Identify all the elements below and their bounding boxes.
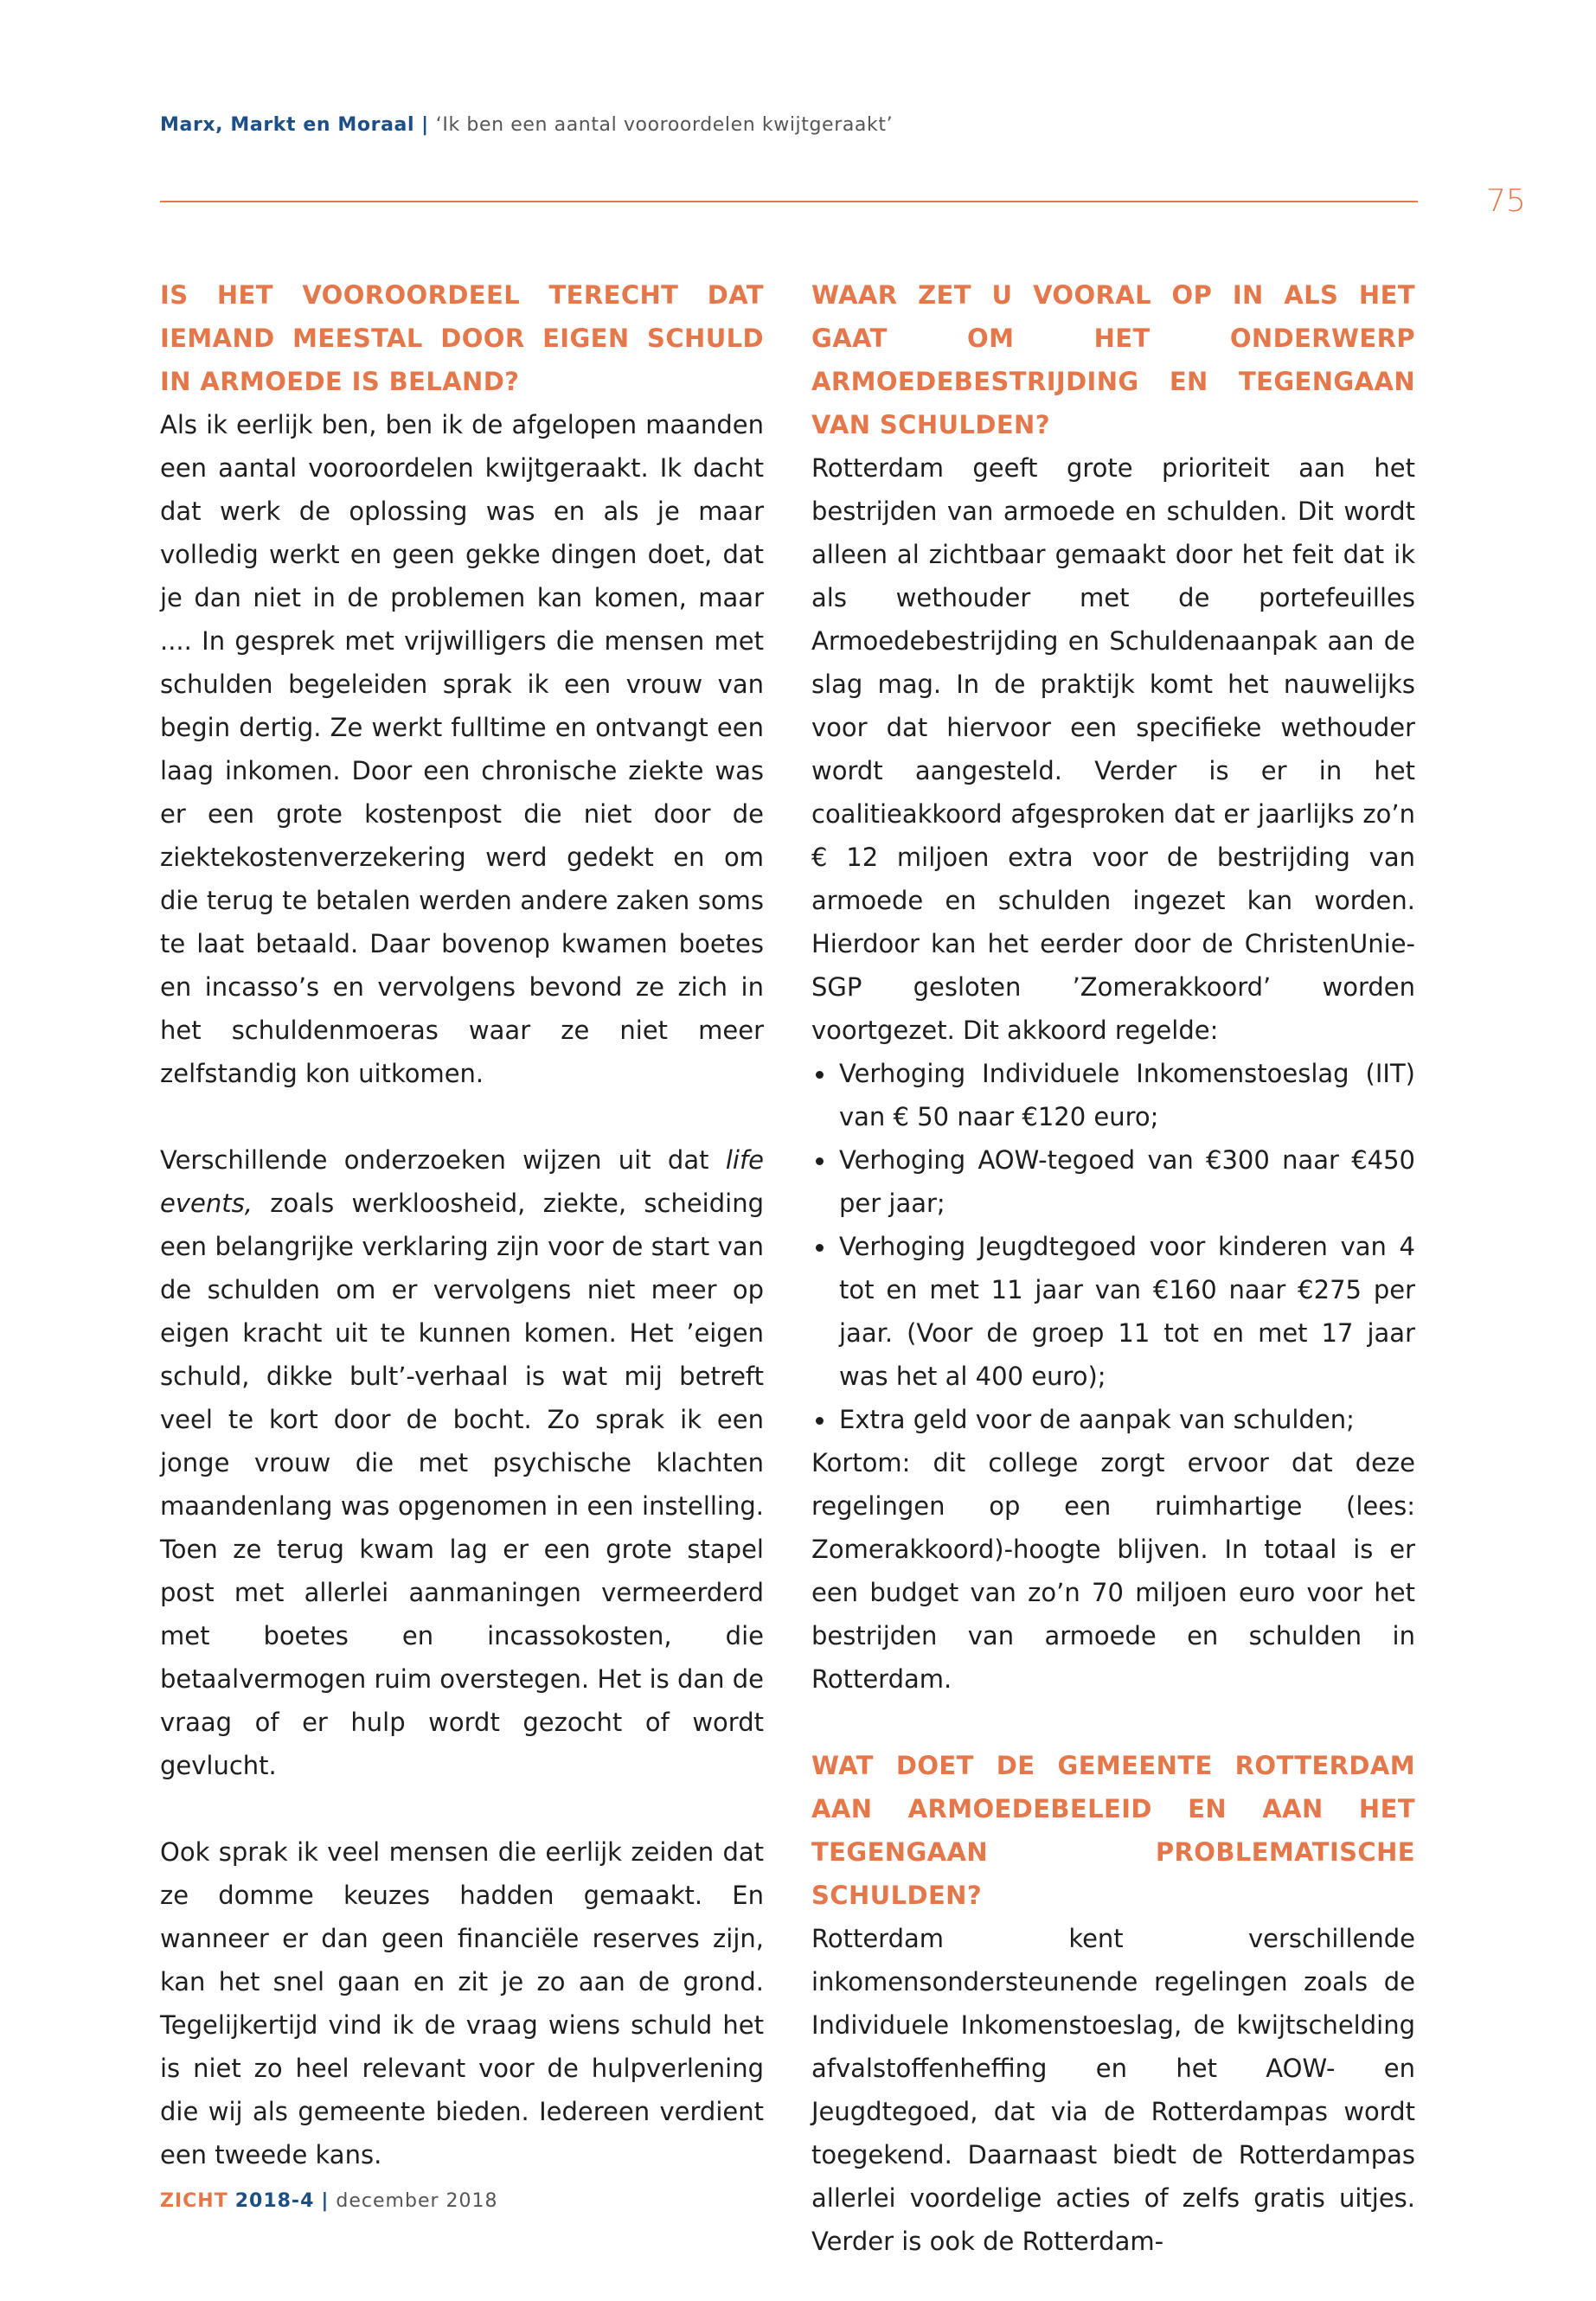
list-item: Verhoging Individuele Inkomenstoeslag (IIT) van € 50 naar €120 euro; xyxy=(811,1052,1415,1138)
question-heading-3: WAT DOET DE GEMEENTE ROTTERDAM AAN ARMOEDEBELEID EN AAN HET TEGENGAAN PROBLEMATISCHE SCHULDEN? xyxy=(811,1751,1415,1910)
paragraph-text: Verschillende onderzoeken wijzen uit dat xyxy=(160,1145,726,1175)
question-heading-1: IS HET VOOROORDEEL TERECHT DAT IEMAND MEESTAL DOOR EIGEN SCHULD IN ARMOEDE IS BELAND? xyxy=(160,280,764,396)
footer-magazine: ZICHT xyxy=(160,2190,228,2212)
article-subtitle: ‘Ik ben een aantal vooroordelen kwijtgeraakt’ xyxy=(435,114,894,136)
running-footer xyxy=(160,2190,498,2212)
paragraph-text: zoals werkloosheid, ziekte, scheiding een belangrijke verklaring zijn voor de start van de schulden om er vervolgens niet meer op eigen kracht uit te kunnen komen. Het ’eigen schuld, dikke bult’-verhaal is wat mij betreft veel te kort door de bocht. Zo sprak ik een jonge vrouw die met psychische klachten maandenlang was opgenomen in een instelling. Toen ze terug kwam lag er een grote stapel post met allerlei aanmaningen vermeerderd met boetes en incassokosten, die betaalvermogen ruim overstegen. Het is dan de vraag of er hulp wordt gezocht of wordt gevlucht. xyxy=(160,1189,765,1780)
header-rule xyxy=(160,201,1418,202)
right-column xyxy=(811,273,1415,2263)
list-item: Extra geld voor de aanpak van schulden; xyxy=(811,1398,1415,1441)
bullet-list xyxy=(811,1052,1415,1441)
answer-paragraph-5: Kortom: dit college zorgt ervoor dat deze regelingen op een ruimhartige (lees: Zomerakkoord)-hoogte blijven. In totaal is er een budget van zo’n 70 miljoen euro voor het bestrijden van armoede en schulden in Rotterdam. xyxy=(811,1448,1415,1694)
footer-separator: | xyxy=(321,2190,330,2212)
answer-paragraph-1: Als ik eerlijk ben, ben ik de afgelopen maanden een aantal vooroordelen kwijtgeraakt. Ik dacht dat werk de oplossing was en als je maar volledig werkt en geen gekke dingen doet, dat je dan niet in de problemen kan komen, maar .... In gesprek met vrijwilligers die mensen met schulden begeleiden sprak ik een vrouw van begin dertig. Ze werkt fulltime en ontvangt een laag inkomen. Door een chronische ziekte was er een grote kostenpost die niet door de ziektekostenverzekering werd gedekt en om die terug te betalen werden andere zaken soms te laat betaald. Daar bovenop kwamen boetes en incasso’s en vervolgens bevond ze zich in het schuldenmoeras waar ze niet meer zelfstandig kon uitkomen. xyxy=(160,410,764,1088)
paragraph-gap xyxy=(160,1787,764,1830)
list-item: Verhoging AOW-tegoed van €300 naar €450 per jaar; xyxy=(811,1138,1415,1225)
emphasis-life-events: life events, xyxy=(160,1145,764,1218)
left-column xyxy=(160,273,764,2176)
answer-paragraph-6: Rotterdam kent verschillende inkomensondersteunende regelingen zoals de Individuele Inkomenstoeslag, de kwijtschelding afvalstoffenheffing en het AOW- en Jeugdtegoed, dat via de Rotterdampas wordt toegekend. Daarnaast biedt de Rotterdampas allerlei voordelige acties of zelfs gratis uitjes. Verder is ook de Rotterdam- xyxy=(811,1924,1415,2256)
header-separator: | xyxy=(421,114,429,136)
footer-date: december 2018 xyxy=(336,2190,498,2212)
page-number: 75 xyxy=(1486,183,1526,219)
paragraph-gap xyxy=(160,1095,764,1138)
answer-paragraph-3: Ook sprak ik veel mensen die eerlijk zeiden dat ze domme keuzes hadden gemaakt. En wanneer er dan geen financiële reserves zijn, kan het snel gaan en zit je zo aan de grond. Tegelijkertijd vind ik de vraag wiens schuld het is niet zo heel relevant voor de hulpverlening die wij als gemeente bieden. Iedereen verdient een tweede kans. xyxy=(160,1837,764,2170)
magazine-title: Marx, Markt en Moraal xyxy=(160,114,415,136)
footer-issue: 2018-4 xyxy=(234,2190,315,2212)
list-item: Verhoging Jeugdtegoed voor kinderen van 4 tot en met 11 jaar van €160 naar €275 per jaar. (Voor de groep 11 tot en met 17 jaar was het al 400 euro); xyxy=(811,1225,1415,1398)
answer-paragraph-4: Rotterdam geeft grote prioriteit aan het bestrijden van armoede en schulden. Dit wordt alleen al zichtbaar gemaakt door het feit dat ik als wethouder met de portefeuilles Armoedebestrijding en Schuldenaanpak aan de slag mag. In de praktijk komt het nauwelijks voor dat hiervoor een specifieke wethouder wordt aangesteld. Verder is er in het coalitieakkoord afgesproken dat er jaarlijks zo’n € 12 miljoen extra voor de bestrijding van armoede en schulden ingezet kan worden. Hierdoor kan het eerder door de ChristenUnie-SGP gesloten ’Zomerakkoord’ worden voortgezet. Dit akkoord regelde: xyxy=(811,453,1415,1045)
question-heading-2: WAAR ZET U VOORAL OP IN ALS HET GAAT OM HET ONDERWERP ARMOEDEBESTRIJDING EN TEGENGAAN VAN SCHULDEN? xyxy=(811,280,1415,439)
answer-paragraph-2 xyxy=(160,1138,764,1787)
running-header xyxy=(160,114,893,136)
paragraph-gap xyxy=(811,1701,1415,1744)
